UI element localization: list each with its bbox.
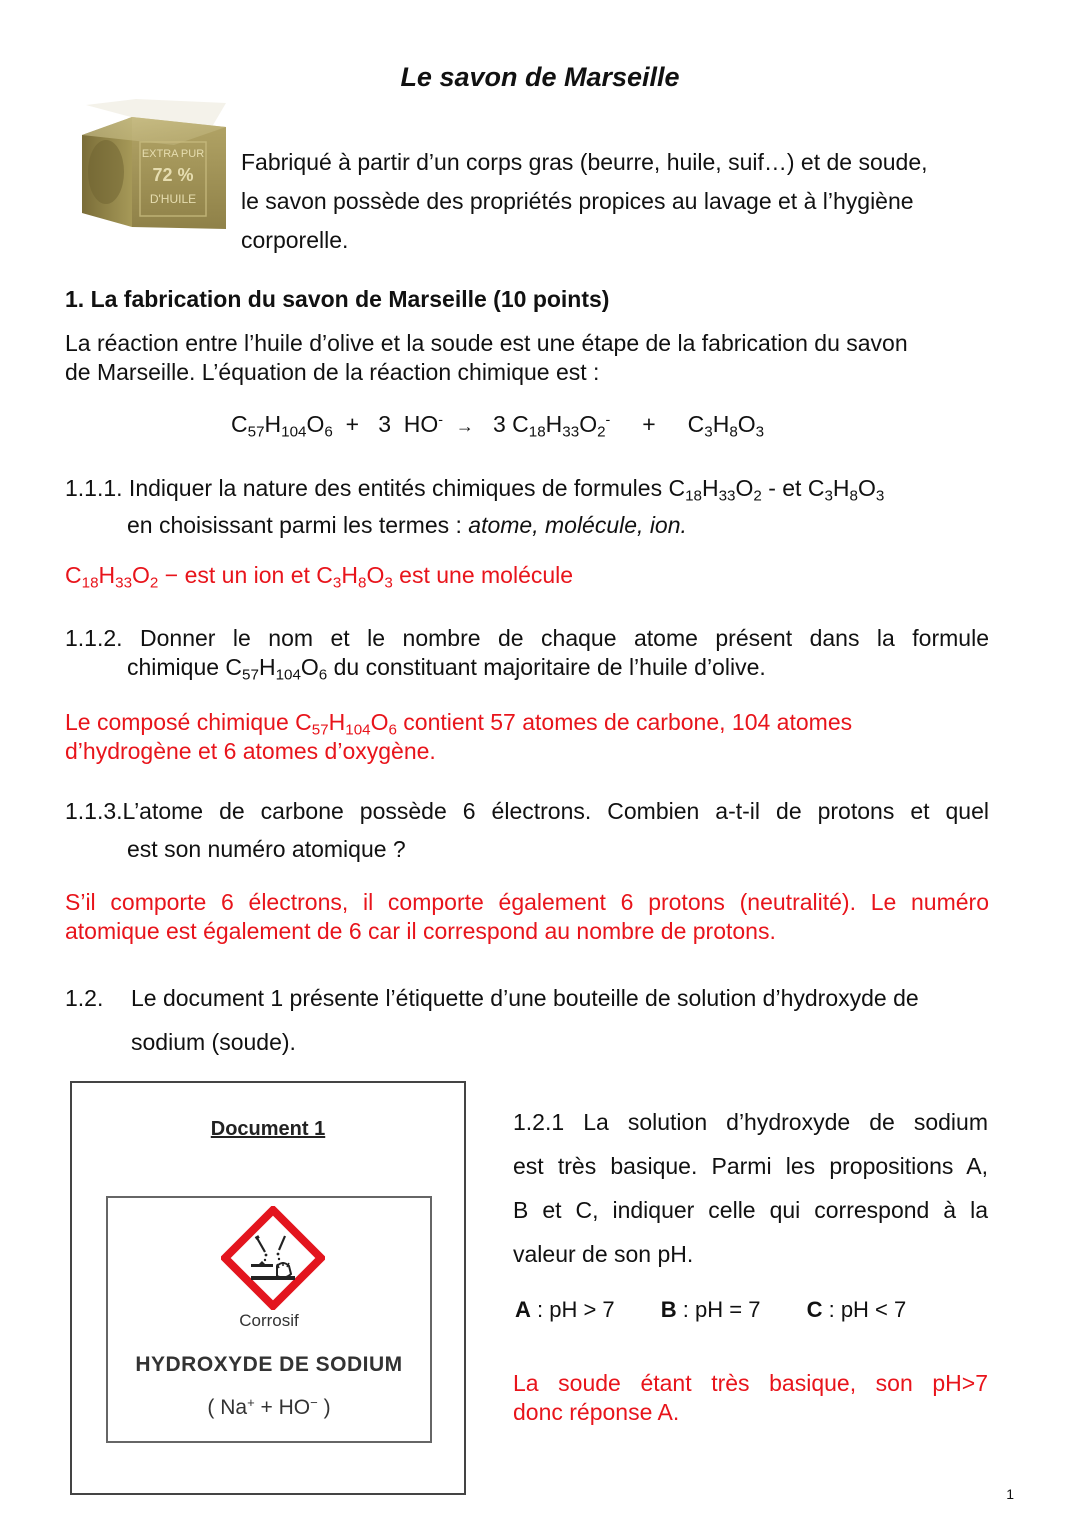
- hazard-label: Corrosif: [239, 1311, 299, 1330]
- soap-cube-image: [76, 97, 236, 232]
- choice-c: C : pH < 7: [806, 1297, 907, 1322]
- answer-1-1-1: $C_{18}H_{33}O_2$ − est un ion et $C_3H_8O_3$ est une molécule: [65, 562, 574, 592]
- product-formula: ( Na+ + HO− ): [207, 1394, 331, 1419]
- question-1-2-1: 1.2.1 La solution d’hydroxyde de sodium est très basique. Parmi les propositions A, B et C, indiquer celle qui correspond à la valeur de son pH.: [513, 1109, 988, 1267]
- question-1-2: 1.2. Le document 1 présente l’étiquette d’une bouteille de solution d’hydroxyde de sodium (soude).: [65, 985, 919, 1055]
- section-heading: 1. La fabrication du savon de Marseille (10 points): [65, 286, 610, 312]
- question-1-1-1: 1.1.1. Indiquer la nature des entités chimiques de formules $C_{18}H_{33}O_2$ - et $C_3H_8O_3$ en choisissant parmi les termes : atome, molécule, ion.: [65, 475, 885, 538]
- choice-b: B : pH = 7: [660, 1297, 761, 1322]
- question-1-1-3: 1.1.3.L’atome de carbone possède 6 électrons. Combien a-t-il de protons et quel est son numéro atomique ?: [65, 798, 989, 862]
- soap-stamp-line1: EXTRA PUR: [141, 148, 205, 160]
- document-1-title: Document 1: [210, 1118, 326, 1140]
- section-intro: La réaction entre l’huile d’olive et la soude est une étape de la fabrication du savon de Marseille. L’équation de la réaction chimique est :: [65, 330, 908, 385]
- choice-a: A : pH > 7: [515, 1297, 615, 1322]
- page-number: 1: [1006, 1486, 1014, 1502]
- product-name: HYDROXYDE DE SODIUM: [135, 1353, 403, 1376]
- answer-1-2-1: La soude étant très basique, son pH>7 donc réponse A.: [513, 1370, 988, 1425]
- answer-1-1-2: Le composé chimique $C_{57}H_{104}O_6$ contient 57 atomes de carbone, 104 atomes d’hydrogène et 6 atomes d’oxygène.: [65, 709, 853, 764]
- answer-1-1-3: S’il comporte 6 électrons, il comporte également 6 protons (neutralité). Le numéro atomique est également de 6 car il correspond au nombre de protons.: [65, 889, 989, 944]
- corrosive-hazard-icon: [221, 1206, 325, 1310]
- question-1-1-2: 1.1.2. Donner le nom et le nombre de chaque atome présent dans la formule chimique $C_{57}H_{104}O_6$ du constituant majoritaire de l’huile d’olive.: [65, 625, 989, 684]
- soap-stamp-line3: D'HUILE: [149, 192, 197, 206]
- reaction-arrow: →: [455, 416, 474, 436]
- page-title: Le savon de Marseille: [400, 62, 680, 92]
- soap-stamp-line2: 72 %: [152, 165, 194, 185]
- ph-choices: [515, 1295, 946, 1324]
- chemical-equation: $C_{57}H_{104}O_6$ + 3 HO- → 3 $C_{18}H_{33}O_2^-$ + $C_3H_8O_3$: [231, 411, 765, 441]
- intro-paragraph: Fabriqué à partir d’un corps gras (beurre, huile, suif…) et de soude, le savon possède des propriétés propices au lavage et à l’hygiène corporelle.: [241, 149, 928, 253]
